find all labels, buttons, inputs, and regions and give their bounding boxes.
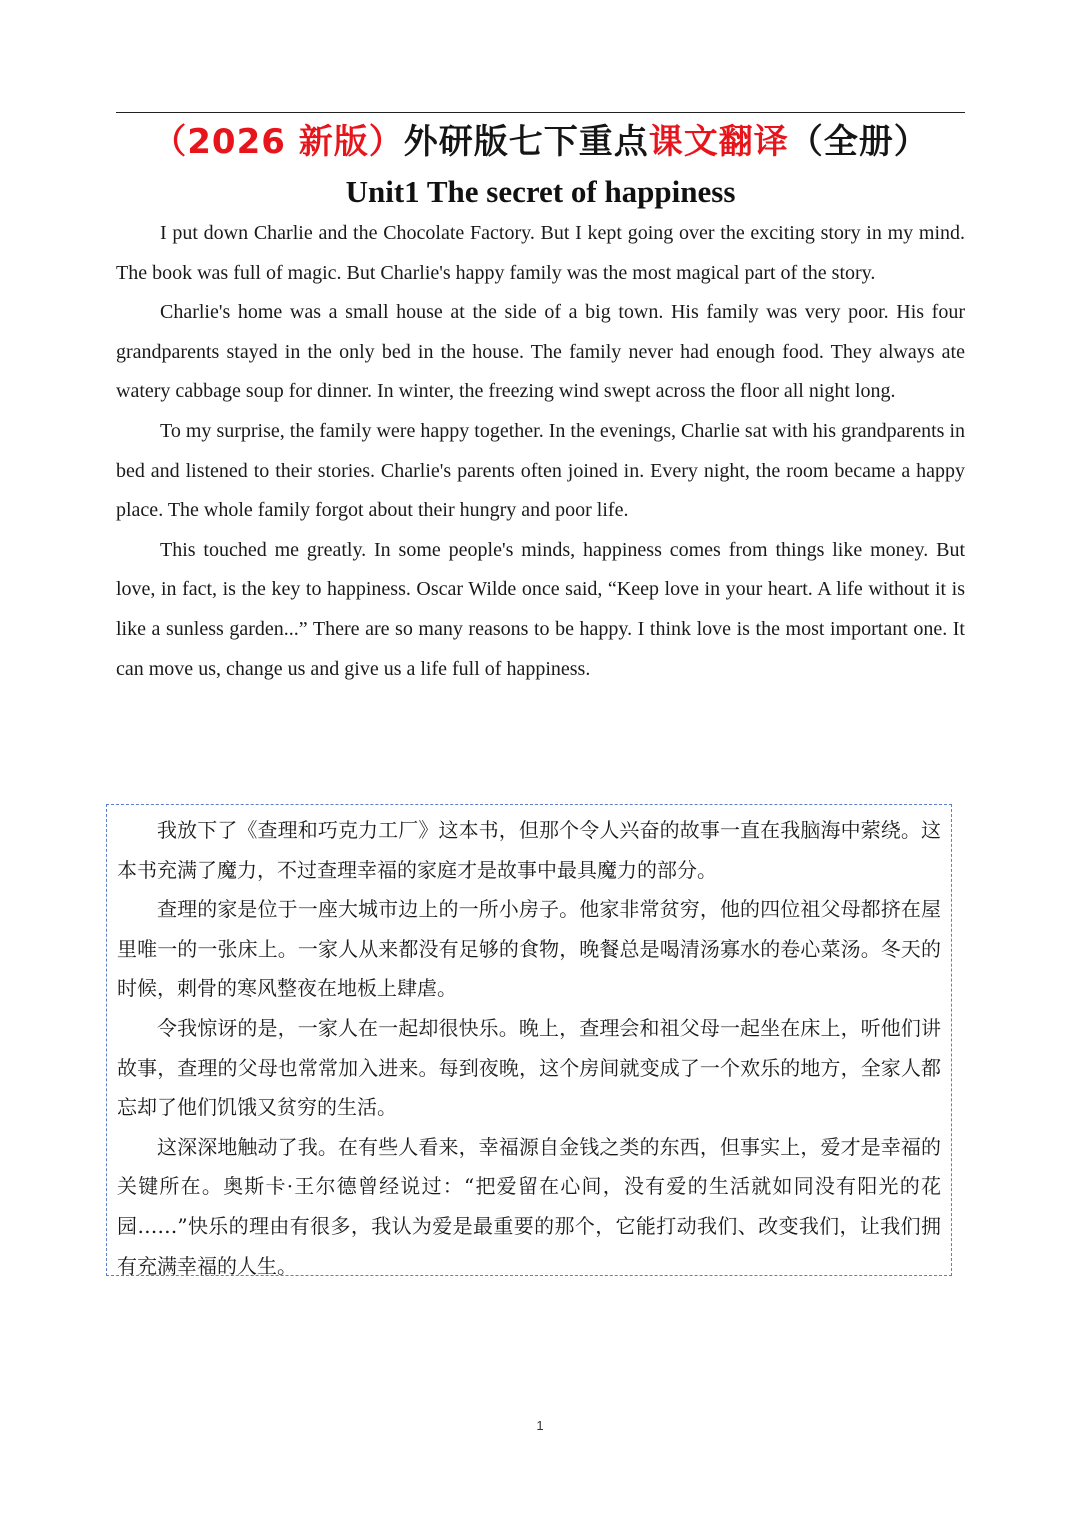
english-text: [116, 214, 965, 689]
document-title: [116, 118, 965, 166]
page-number: 1: [536, 1418, 544, 1433]
title-scope: （全册）: [788, 122, 929, 162]
chinese-paragraph: 查理的家是位于一座大城市边上的一所小房子。他家非常贫穷，他的四位祖父母都挤在屋里唯一的一张床上。一家人从来都没有足够的食物，晚餐总是喝清汤寡水的卷心菜汤。冬天的时候，刺骨的寒风整夜在地板上肆虐。: [117, 897, 941, 1001]
header-rule: [116, 112, 965, 113]
chinese-translation-box: [106, 804, 952, 1276]
english-paragraph: This touched me greatly. In some people's minds, happiness comes from things like money. But love, in fact, is the key to happiness. Oscar Wilde once said, “Keep love in your heart. A life without it is like a sunless garden...” There are so many reasons to be happy. I think love is the most important one. It can move us, change us and give us a life full of happiness.: [116, 538, 965, 680]
title-subject: 课文翻译: [648, 122, 789, 162]
unit-title: Unit1 The secret of happiness: [345, 174, 736, 209]
title-edition: （2026 新版）: [152, 122, 404, 162]
chinese-paragraph: 这深深地触动了我。在有些人看来，幸福源自金钱之类的东西，但事实上，爱才是幸福的关键所在。奥斯卡·王尔德曾经说过：“把爱留在心间，没有爱的生活就如同没有阳光的花园……”快乐的理由有很多，我认为爱是最重要的那个，它能打动我们、改变我们，让我们拥有充满幸福的人生。: [117, 1134, 941, 1278]
english-paragraph: I put down Charlie and the Chocolate Factory. But I kept going over the exciting story in my mind. The book was full of magic. But Charlie's happy family was the most magical part of the story.: [116, 222, 965, 284]
english-paragraph: Charlie's home was a small house at the side of a big town. His family was very poor. His four grandparents stayed in the only bed in the house. The family never had enough food. They always ate watery cabbage soup for dinner. In winter, the freezing wind swept across the floor all night long.: [116, 301, 965, 403]
english-paragraph: To my surprise, the family were happy together. In the evenings, Charlie sat with his grandparents in bed and listened to their stories. Charlie's parents often joined in. Every night, the room became a happy place. The whole family forgot about their hungry and poor life.: [116, 419, 965, 522]
chinese-paragraph: 我放下了《查理和巧克力工厂》这本书，但那个令人兴奋的故事一直在我脑海中萦绕。这本书充满了魔力，不过查理幸福的家庭才是故事中最具魔力的部分。: [117, 818, 941, 882]
chinese-paragraph: 令我惊讶的是，一家人在一起却很快乐。晚上，查理会和祖父母一起坐在床上，听他们讲故事，查理的父母也常常加入进来。每到夜晚，这个房间就变成了一个欢乐的地方，全家人都忘却了他们饥饿又贫穷的生活。: [117, 1015, 941, 1120]
title-textbook: 外研版七下重点: [403, 122, 649, 162]
